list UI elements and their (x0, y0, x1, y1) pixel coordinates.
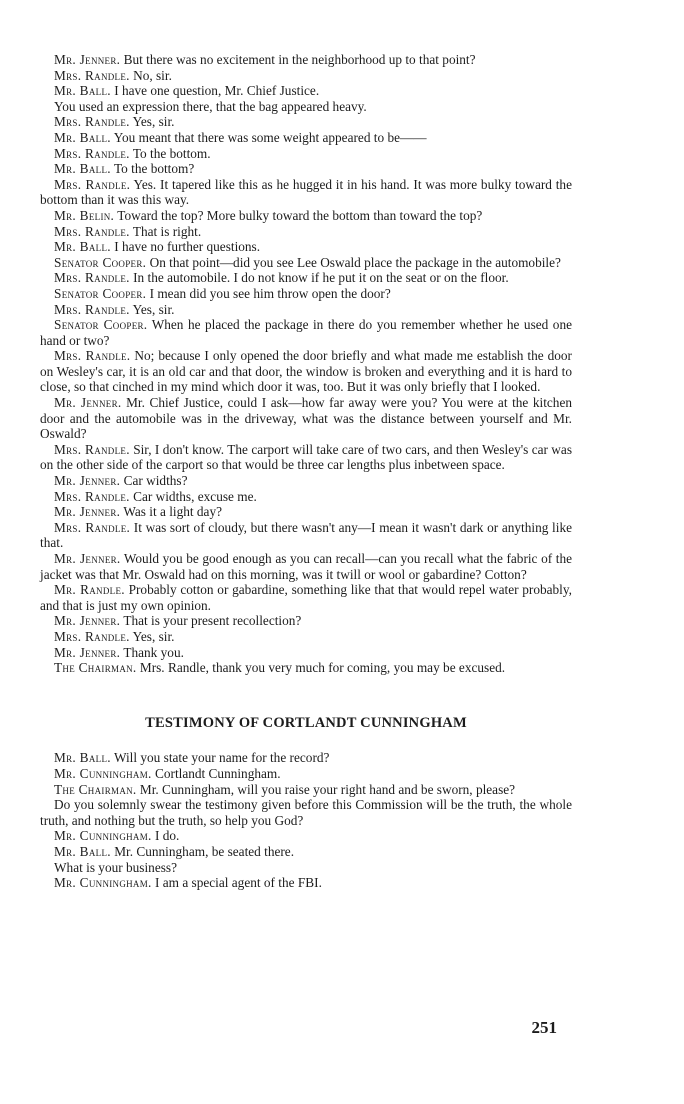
transcript-paragraph (40, 130, 572, 146)
transcript-paragraph (40, 504, 572, 520)
transcript-paragraph (40, 177, 572, 208)
paragraph-text: Was it a light day? (120, 504, 222, 520)
paragraph-text: I am a special agent of the FBI. (151, 875, 322, 891)
transcript-paragraph (40, 551, 572, 582)
speaker-name: Mrs. Randle. (54, 488, 130, 504)
speaker-name: Senator Cooper. (54, 317, 148, 333)
speaker-name: Mr. Ball. (54, 161, 111, 177)
paragraph-text: No; because I only opened the door briefly and what made me establish the door on Wesley's car, it is an old car and that door, the window is broken and everything and it is hard to close, so that cinched in my mind which door it was, too. But it was only briefly that I looked. (40, 348, 572, 395)
paragraph-text: To the bottom. (129, 145, 211, 161)
transcript-paragraph (40, 844, 572, 860)
paragraph-text: Car widths, excuse me. (129, 488, 257, 504)
speaker-name: Mr. Ball. (54, 129, 111, 145)
transcript-paragraph (40, 520, 572, 551)
paragraph-text: Mrs. Randle, thank you very much for coming, you may be excused. (136, 660, 506, 676)
speaker-name: Mr. Jenner. (54, 504, 121, 520)
speaker-name: Mr. Belin. (54, 207, 115, 223)
transcript-paragraph (40, 395, 572, 442)
transcript-paragraph (40, 270, 572, 286)
transcript-paragraph (40, 208, 572, 224)
testimony-section-cunningham (40, 750, 572, 890)
speaker-name: Mr. Ball. (54, 750, 111, 766)
speaker-name: Mr. Jenner. (54, 52, 121, 67)
transcript-paragraph (40, 582, 572, 613)
transcript-paragraph (40, 52, 572, 68)
speaker-name: Senator Cooper. (54, 285, 147, 301)
transcript-paragraph (40, 317, 572, 348)
transcript-paragraph (40, 83, 572, 99)
transcript-paragraph (40, 860, 572, 876)
transcript-paragraph (40, 766, 572, 782)
speaker-name: Mr. Jenner. (54, 644, 121, 660)
speaker-name: Mr. Jenner. (54, 551, 121, 566)
paragraph-text: Would you be good enough as you can recall—can you recall what the fabric of the jacket was that Mr. Oswald had on this morning, was it twill or wool or gabardine? Cotton? (40, 551, 572, 582)
paragraph-text: I have one question, Mr. Chief Justice. (110, 83, 320, 99)
speaker-name: Mrs. Randle. (54, 441, 130, 457)
transcript-paragraph (40, 629, 572, 645)
paragraph-text: Sir, I don't know. The carport will take care of two cars, and then Wesley's car was on the other side of the carport so that would be three car lengths plus inbetween space. (40, 441, 572, 473)
paragraph-text: Yes, sir. (129, 301, 175, 317)
speaker-name: Senator Cooper. (54, 254, 147, 270)
transcript-paragraph (40, 302, 572, 318)
speaker-name: Mr. Jenner. (54, 473, 121, 489)
paragraph-text: Mr. Cunningham, will you raise your right hand and be sworn, please? (136, 781, 516, 797)
transcript-page (40, 52, 572, 891)
transcript-paragraph (40, 99, 572, 115)
paragraph-text: What is your business? (54, 859, 177, 875)
transcript-paragraph (40, 348, 572, 395)
paragraph-text: Cortlandt Cunningham. (151, 765, 281, 781)
paragraph-text: To the bottom? (110, 161, 195, 177)
paragraph-text: I mean did you see him throw open the door? (146, 285, 391, 301)
transcript-paragraph (40, 239, 572, 255)
speaker-name: Mr. Jenner. (54, 613, 121, 629)
page-number: 251 (531, 1018, 557, 1037)
speaker-name: Mrs. Randle. (54, 176, 131, 192)
paragraph-text: Yes. It tapered like this as he hugged it in his hand. It was more bulky toward the bottom than it was this way. (40, 176, 572, 208)
transcript-paragraph (40, 613, 572, 629)
paragraph-text: Thank you. (120, 644, 184, 660)
paragraph-text: I do. (151, 828, 180, 844)
paragraph-text: Probably cotton or gabardine, something like that that would repel water probably, and that is just my own opinion. (40, 582, 572, 613)
paragraph-text: Mr. Cunningham, be seated there. (110, 843, 295, 859)
transcript-paragraph (40, 442, 572, 473)
paragraph-text: Yes, sir. (129, 114, 175, 130)
transcript-paragraph (40, 782, 572, 798)
transcript-paragraph (40, 489, 572, 505)
paragraph-text: On that point—did you see Lee Oswald place the package in the automobile? (146, 254, 561, 270)
paragraph-text: Do you solemnly swear the testimony given before this Commission will be the truth, the whole truth, and nothing but the truth, so help you God? (40, 797, 572, 828)
paragraph-text: I have no further questions. (110, 239, 261, 255)
speaker-name: Mr. Ball. (54, 239, 111, 255)
paragraph-text: When he placed the package in there do you remember whether he used one hand or two? (40, 317, 572, 348)
transcript-paragraph (40, 797, 572, 828)
paragraph-text: Yes, sir. (129, 628, 175, 644)
paragraph-text: That is your present recollection? (120, 613, 302, 629)
transcript-paragraph (40, 161, 572, 177)
paragraph-text: But there was no excitement in the neighborhood up to that point? (120, 52, 476, 67)
transcript-paragraph (40, 828, 572, 844)
paragraph-text: No, sir. (129, 67, 172, 83)
speaker-name: Mr. Cunningham. (54, 875, 152, 891)
paragraph-text: You meant that there was some weight appeared to be—— (110, 129, 427, 145)
transcript-paragraph (40, 473, 572, 489)
paragraph-text: Toward the top? More bulky toward the bottom than toward the top? (114, 207, 483, 223)
speaker-name: Mrs. Randle. (54, 67, 130, 83)
speaker-name: Mr. Randle. (54, 582, 125, 598)
paragraph-text: Mr. Chief Justice, could I ask—how far away were you? You were at the kitchen door and the automobile was in the driveway, what was the distance between yourself and Mr. Oswald? (40, 395, 573, 442)
speaker-name: Mr. Jenner. (54, 395, 122, 411)
speaker-name: Mrs. Randle. (54, 628, 130, 644)
speaker-name: Mrs. Randle. (54, 348, 131, 364)
speaker-name: Mr. Cunningham. (54, 828, 152, 844)
transcript-paragraph (40, 255, 572, 271)
testimony-section-randle (40, 52, 572, 676)
section-heading: TESTIMONY OF CORTLANDT CUNNINGHAM (145, 714, 467, 731)
speaker-name: Mrs. Randle. (54, 223, 130, 239)
transcript-paragraph (40, 68, 572, 84)
speaker-name: The Chairman. (54, 781, 137, 797)
transcript-paragraph (40, 875, 572, 891)
speaker-name: Mrs. Randle. (54, 114, 130, 130)
paragraph-text: You used an expression there, that the bag appeared heavy. (54, 98, 367, 114)
speaker-name: Mr. Ball. (54, 83, 111, 99)
transcript-paragraph (40, 660, 572, 676)
transcript-paragraph (40, 146, 572, 162)
paragraph-text: Car widths? (120, 473, 188, 489)
speaker-name: Mrs. Randle. (54, 145, 130, 161)
transcript-paragraph (40, 224, 572, 240)
speaker-name: Mr. Ball. (54, 843, 111, 859)
speaker-name: Mrs. Randle. (54, 519, 131, 535)
speaker-name: Mrs. Randle. (54, 270, 130, 286)
speaker-name: Mrs. Randle. (54, 301, 130, 317)
paragraph-text: That is right. (129, 223, 202, 239)
transcript-paragraph (40, 286, 572, 302)
transcript-paragraph (40, 750, 572, 766)
transcript-paragraph (40, 645, 572, 661)
speaker-name: The Chairman. (54, 660, 137, 676)
speaker-name: Mr. Cunningham. (54, 765, 152, 781)
paragraph-text: In the automobile. I do not know if he put it on the seat or on the floor. (129, 270, 509, 286)
paragraph-text: It was sort of cloudy, but there wasn't any—I mean it wasn't dark or anything like that. (40, 519, 572, 551)
transcript-paragraph (40, 114, 572, 130)
paragraph-text: Will you state your name for the record? (110, 750, 330, 766)
